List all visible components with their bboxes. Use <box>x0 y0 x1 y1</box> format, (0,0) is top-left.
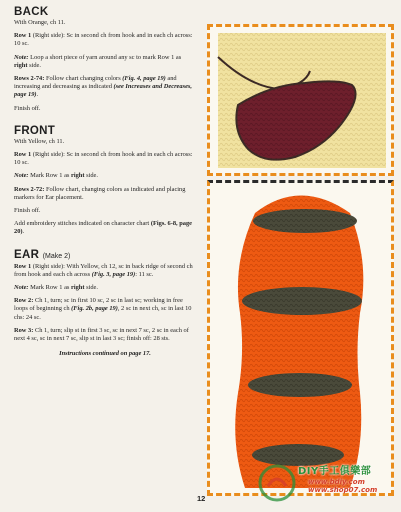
crochet-tail-photo <box>210 183 391 493</box>
front-embroidery-ref: (Figs. 6-8, page 20) <box>14 220 192 236</box>
ear-row2-text: Ch 1, turn; sc in first 10 sc, 2 sc in last sc; working in free loops of beginning ch <box>14 297 183 313</box>
ear-note-label: Note: <box>14 284 29 292</box>
front-embroidery <box>14 220 196 236</box>
back-note-text: Loop a short piece of yarn around any sc to mark Row 1 as <box>28 53 182 61</box>
front-embroidery-text: Add embroidery stitches indicated on character chart <box>14 220 151 228</box>
watermark-urls <box>308 478 377 494</box>
back-intro: With Orange, ch 11. <box>14 19 66 26</box>
back-finish: Finish off. <box>14 104 41 112</box>
front-note <box>14 172 196 180</box>
ear-row3-label: Row 3: <box>14 326 34 334</box>
front-note-right: right <box>71 172 85 180</box>
ear-row1-end: : 11 sc. <box>135 270 154 278</box>
ear-row2-ref: (Fig. 2b, page 19) <box>71 305 118 313</box>
ear-row2-end: , 2 sc in next ch, sc in last 10 chs: 24 sc. <box>14 305 192 321</box>
watermark-title: DIY手工俱樂部 <box>298 466 372 477</box>
ear-note-text: Mark Row 1 as <box>28 284 71 292</box>
back-note-label: Note: <box>14 53 29 61</box>
back-heading: BACK <box>14 6 49 18</box>
ear-note-right: right <box>71 284 85 292</box>
stripe-3 <box>248 373 352 397</box>
back-row1-text: (Right side): Sc in second ch from hook and in each ch across: 10 sc. <box>14 32 193 48</box>
back-rows-ref2: (see Increases and Decreases, page 19) <box>14 83 192 99</box>
ear-make: (Make 2) <box>42 252 71 260</box>
back-note <box>14 54 196 70</box>
site-watermark <box>258 458 398 506</box>
front-note-end: side. <box>84 172 98 180</box>
front-note-text: Mark Row 1 as <box>28 172 71 180</box>
front-row1-text: (Right side): Sc in second ch from hook and in each ch across: 10 sc. <box>14 151 193 167</box>
watermark-url-2: www.shop07.com <box>308 486 378 494</box>
back-note-end: side. <box>27 61 41 69</box>
watermark-url-1: www.bdiy.com <box>308 478 365 486</box>
ear-note-end: side. <box>84 284 98 292</box>
photo-tail <box>207 180 394 496</box>
ear-title: EAR <box>14 248 40 261</box>
watermark-logo-icon <box>258 464 296 502</box>
back-rows-end: . <box>36 91 39 99</box>
ear-row1-text: (Right side): With Yellow, ch 12, sc in back ridge of second ch from hook and each ch across <box>14 262 193 278</box>
stripe-1 <box>253 209 357 233</box>
back-row1-label: Row 1 <box>14 32 32 40</box>
front-finish: Finish off. <box>14 207 41 215</box>
back-rows-ref: (Fig. 4, page 19) <box>122 75 166 83</box>
page-number: 12 <box>197 494 206 503</box>
back-rows-label: Rows 2-74: <box>14 75 45 83</box>
ear-row3-text: Ch 1, turn; slip st in first 3 sc, sc in next 7 sc, 2 sc in each of next 4 sc, sc in next 7 sc, slip st in last 3 sc; finish off: 28 sts. <box>14 326 189 343</box>
ear-row2-label: Row 2: <box>14 297 34 305</box>
stripe-2 <box>242 287 362 315</box>
ear-row3 <box>14 327 196 343</box>
back-rows-text2: and increasing and decreasing as indicated <box>14 75 177 91</box>
back-rows-text: Follow chart changing colors <box>44 75 123 83</box>
front-note-label: Note: <box>14 172 29 180</box>
ear-row1-label: Row 1 <box>14 262 32 270</box>
front-intro: With Yellow, ch 11. <box>14 137 65 145</box>
instructions-column <box>14 6 196 365</box>
front-embroidery-end: . <box>22 228 25 236</box>
ear-row2 <box>14 297 196 322</box>
back-row1 <box>14 32 196 48</box>
continued-note: Instructions continued on page 17. <box>59 350 151 358</box>
ear-row1-ref: (Fig. 3, page 19) <box>91 270 136 278</box>
front-rows-label: Rows 2-72: <box>14 185 45 193</box>
front-row1 <box>14 151 196 167</box>
front-rows <box>14 186 196 202</box>
crochet-ear-photo <box>210 27 391 173</box>
front-row1-label: Row 1 <box>14 151 32 159</box>
front-heading: FRONT <box>14 124 56 137</box>
ear-note <box>14 284 196 292</box>
back-rows <box>14 75 196 100</box>
front-rows-text: Follow chart, changing colors as indicated and placing markers for Ear placement. <box>14 185 186 201</box>
ear-row1 <box>14 263 196 279</box>
back-note-right: right <box>14 61 28 69</box>
photo-ear-detail <box>207 24 394 176</box>
ear-heading <box>14 249 196 263</box>
